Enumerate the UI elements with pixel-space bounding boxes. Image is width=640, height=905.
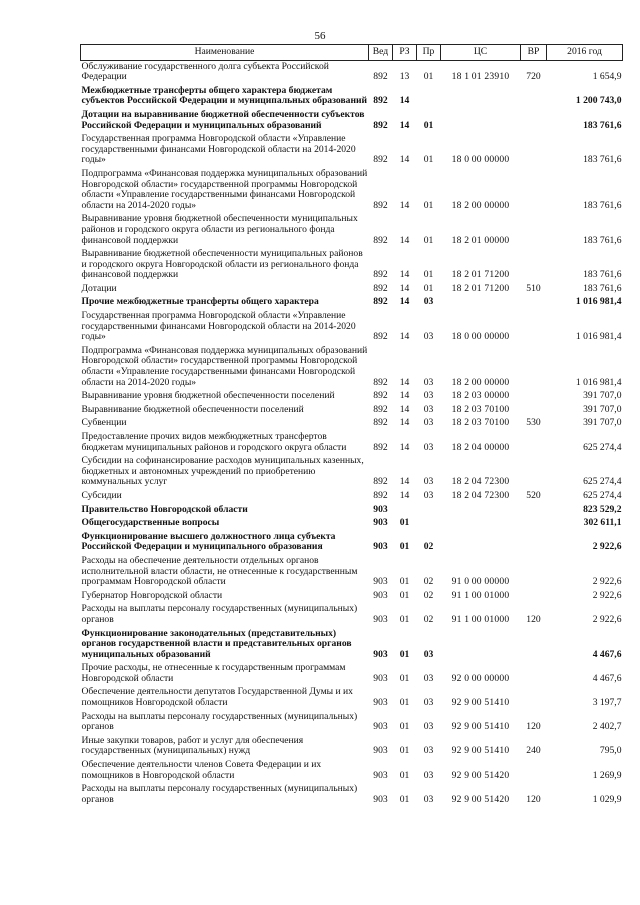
row-vr: 240	[526, 745, 541, 757]
row-name: Общегосударственные вопросы	[81, 517, 220, 529]
row-cs: 18 2 04 72300	[451, 476, 510, 488]
table-row	[81, 283, 623, 297]
row-cs	[441, 85, 521, 109]
row-pr	[417, 517, 441, 531]
row-pr: 03	[423, 745, 434, 757]
row-ved: 892	[373, 234, 388, 246]
row-ved: 892	[373, 119, 388, 131]
header-rz: РЗ	[393, 45, 417, 61]
table-row	[81, 603, 623, 627]
row-rz: 01	[399, 648, 410, 660]
row-sum: 183 761,6	[583, 119, 622, 131]
row-rz: 01	[399, 576, 410, 588]
row-pr: 03	[423, 331, 434, 343]
row-name: Субвенции	[81, 417, 127, 429]
row-ved: 892	[373, 296, 388, 308]
row-sum: 1 016 981,4	[575, 376, 622, 388]
row-cs: 91 1 00 01000	[451, 613, 510, 625]
row-sum: 2 402,7	[592, 721, 622, 733]
row-ved: 903	[373, 793, 388, 805]
row-vr	[521, 662, 547, 686]
table-row	[81, 168, 623, 213]
row-name: Обеспечение деятельности членов Совета Федерации и их помощников в Новгородской области	[81, 759, 322, 781]
row-cs: 18 2 01 71200	[451, 269, 510, 281]
row-rz: 14	[399, 95, 410, 107]
row-ved: 892	[373, 417, 388, 429]
row-vr: 120	[526, 721, 541, 733]
table-row	[81, 628, 623, 663]
header-pr: Пр	[417, 45, 441, 61]
row-pr: 01	[423, 199, 434, 211]
row-cs: 92 9 00 51420	[451, 793, 510, 805]
row-ved: 892	[373, 269, 388, 281]
row-vr: 120	[526, 613, 541, 625]
row-vr	[521, 109, 547, 133]
row-vr	[521, 85, 547, 109]
row-pr: 03	[423, 489, 434, 501]
row-sum: 183 761,6	[583, 269, 622, 281]
row-rz: 14	[399, 119, 410, 131]
row-sum: 1 016 981,4	[575, 296, 622, 308]
row-sum: 183 761,6	[583, 199, 622, 211]
table-row	[81, 345, 623, 390]
row-cs: 18 0 00 00000	[451, 331, 510, 343]
row-name: Прочие межбюджетные трансферты общего характера	[81, 296, 319, 308]
table-row	[81, 759, 623, 783]
row-vr	[521, 531, 547, 555]
row-ved: 892	[373, 71, 388, 83]
row-name: Расходы на выплаты персоналу государственных (муниципальных) органов	[81, 783, 358, 805]
row-rz: 01	[399, 793, 410, 805]
row-sum: 183 761,6	[583, 282, 622, 294]
row-pr: 01	[423, 269, 434, 281]
row-rz: 01	[399, 672, 410, 684]
row-cs: 92 9 00 51410	[451, 721, 510, 733]
row-pr: 03	[423, 376, 434, 388]
row-name: Предоставление прочих видов межбюджетных трансфертов бюджетам муниципальных районов и городского округа области	[81, 431, 347, 453]
row-name: Губернатор Новгородской области	[81, 589, 223, 601]
row-pr	[417, 504, 441, 518]
header-sum: 2016 год	[547, 45, 623, 61]
table-row	[81, 85, 623, 109]
row-rz: 01	[399, 541, 410, 553]
row-sum: 391 707,0	[583, 403, 622, 415]
row-name: Расходы на выплаты персоналу государственных (муниципальных) органов	[81, 710, 358, 733]
row-ved: 892	[373, 376, 388, 388]
row-sum: 2 922,6	[592, 576, 622, 588]
row-cs: 18 2 03 70100	[451, 403, 510, 415]
row-name: Дотации	[81, 282, 117, 294]
row-pr: 02	[423, 613, 434, 625]
row-ved: 903	[373, 576, 388, 588]
row-ved: 892	[373, 403, 388, 415]
row-cs: 18 2 04 72300	[451, 489, 510, 501]
row-name: Функционирование законодательных (представительных) органов государственной власти и представительных органов муниципальных образований	[81, 627, 352, 660]
table-header-row	[81, 45, 623, 61]
row-sum: 795,0	[599, 745, 622, 757]
row-cs	[441, 296, 521, 310]
row-vr: 520	[526, 489, 541, 501]
page-number: 56	[314, 30, 326, 42]
row-sum: 625 274,4	[583, 441, 622, 453]
table-row	[81, 686, 623, 710]
row-vr	[521, 310, 547, 345]
table-row	[81, 662, 623, 686]
row-pr: 01	[423, 282, 434, 294]
row-pr: 02	[423, 541, 434, 553]
table-row	[81, 517, 623, 531]
row-name: Функционирование высшего должностного лица субъекта Российской Федерации и муниципального образования	[81, 530, 336, 553]
row-name: Выравнивание бюджетной обеспеченности муниципальных районов и городского округа Новгородской области из регионального фонда финансовой поддержки	[81, 248, 363, 281]
row-cs: 92 9 00 51420	[451, 769, 510, 781]
row-name: Расходы на выплаты персоналу государственных (муниципальных) органов	[81, 603, 358, 625]
row-rz: 14	[399, 296, 410, 308]
row-name: Межбюджетные трансферты общего характера бюджетам субъектов Российской Федерации и муниципальных образований	[81, 84, 368, 107]
row-name: Выравнивание бюджетной обеспеченности поселений	[81, 403, 304, 415]
row-vr	[521, 504, 547, 518]
table-row	[81, 590, 623, 604]
row-pr: 01	[423, 71, 434, 83]
row-name: Подпрограмма «Финансовая поддержка муниципальных образований Новгородской области» государственной программы Новгородской области «Управление государственными финансами Новгородской области на 2014-2020 годы»	[81, 344, 368, 388]
table-row	[81, 109, 623, 133]
row-cs: 18 2 03 00000	[451, 390, 510, 402]
table-row	[81, 404, 623, 418]
table-row	[81, 310, 623, 345]
row-vr	[521, 517, 547, 531]
row-cs: 18 2 01 71200	[451, 282, 510, 294]
row-name: Подпрограмма «Финансовая поддержка муниципальных образований Новгородской области» государственной программы Новгородской области «Управление государственными финансами Новгородской области на 2014-2020 годы»	[81, 167, 368, 211]
row-name: Обеспечение деятельности депутатов Государственной Думы и их помощников Новгородской области	[81, 686, 353, 709]
row-sum: 1 269,9	[592, 769, 622, 781]
row-cs: 18 2 00 00000	[451, 199, 510, 211]
row-ved: 892	[373, 476, 388, 488]
row-pr: 01	[423, 119, 434, 131]
row-ved: 903	[373, 517, 388, 529]
row-ved: 903	[373, 697, 388, 709]
row-vr: 530	[526, 417, 541, 429]
row-cs	[441, 628, 521, 663]
table-row	[81, 504, 623, 518]
row-name: Государственная программа Новгородской области «Управление государственными финансами Новгородской области на 2014-2020 годы»	[81, 310, 356, 343]
table-row	[81, 783, 623, 807]
row-cs: 92 9 00 51410	[451, 697, 510, 709]
row-sum: 391 707,0	[583, 417, 622, 429]
row-cs: 92 9 00 51410	[451, 745, 510, 757]
row-vr: 510	[526, 282, 541, 294]
row-cs: 91 1 00 01000	[451, 589, 510, 601]
table-row	[81, 431, 623, 455]
row-sum: 625 274,4	[583, 489, 622, 501]
row-rz: 13	[399, 71, 410, 83]
row-rz: 01	[399, 745, 410, 757]
row-sum: 2 922,6	[592, 541, 622, 553]
row-rz: 01	[399, 769, 410, 781]
row-cs	[441, 504, 521, 518]
row-cs	[441, 531, 521, 555]
row-name: Выравнивание уровня бюджетной обеспеченности поселений	[81, 390, 335, 402]
row-name: Субсидии на софинансирование расходов муниципальных казенных, бюджетных и автономных учреждений по приобретению коммунальных услуг	[81, 455, 364, 488]
row-cs: 92 0 00 00000	[451, 672, 510, 684]
row-vr	[521, 213, 547, 248]
row-ved: 903	[373, 769, 388, 781]
row-pr: 03	[423, 721, 434, 733]
row-ved: 892	[373, 441, 388, 453]
header-ved: Вед	[369, 45, 393, 61]
row-vr	[521, 404, 547, 418]
row-rz: 01	[399, 721, 410, 733]
row-name: Обслуживание государственного долга субъекта Российской Федерации	[81, 60, 329, 83]
row-cs: 91 0 00 00000	[451, 576, 510, 588]
row-pr: 03	[423, 476, 434, 488]
row-rz: 01	[399, 517, 410, 529]
row-pr: 01	[423, 154, 434, 166]
row-sum: 625 274,4	[583, 476, 622, 488]
row-ved: 903	[373, 672, 388, 684]
row-rz: 14	[399, 417, 410, 429]
row-vr	[521, 759, 547, 783]
row-ved: 903	[373, 503, 388, 515]
table-body	[81, 60, 623, 807]
row-ved: 892	[373, 154, 388, 166]
table-row	[81, 133, 623, 168]
row-rz: 01	[399, 589, 410, 601]
row-pr: 03	[423, 417, 434, 429]
row-sum: 2 922,6	[592, 589, 622, 601]
row-pr: 03	[423, 390, 434, 402]
row-vr	[521, 248, 547, 283]
row-sum: 823 529,2	[583, 503, 622, 515]
row-pr	[417, 85, 441, 109]
header-vr: ВР	[521, 45, 547, 61]
row-name: Государственная программа Новгородской области «Управление государственными финансами Новгородской области на 2014-2020 годы»	[81, 133, 356, 166]
row-pr: 02	[423, 589, 434, 601]
row-name: Выравнивание уровня бюджетной обеспеченности муниципальных районов и городского округа области из регионального фонда финансовой поддержки	[81, 213, 358, 246]
row-rz: 14	[399, 390, 410, 402]
row-vr	[521, 345, 547, 390]
row-rz: 14	[399, 489, 410, 501]
table-row	[81, 490, 623, 504]
row-sum: 1 200 743,0	[575, 95, 622, 107]
row-vr	[521, 168, 547, 213]
row-cs: 18 1 01 23910	[451, 71, 510, 83]
row-cs: 18 2 00 00000	[451, 376, 510, 388]
row-rz: 14	[399, 441, 410, 453]
row-vr: 120	[526, 793, 541, 805]
row-vr	[521, 590, 547, 604]
table-row	[81, 390, 623, 404]
row-ved: 892	[373, 199, 388, 211]
table-row	[81, 248, 623, 283]
row-rz: 14	[399, 154, 410, 166]
row-rz: 14	[399, 282, 410, 294]
row-sum: 2 922,6	[592, 613, 622, 625]
row-ved: 892	[373, 95, 388, 107]
row-vr	[521, 628, 547, 663]
row-pr: 03	[423, 793, 434, 805]
row-pr: 03	[423, 769, 434, 781]
row-name: Субсидии	[81, 489, 122, 501]
row-vr	[521, 390, 547, 404]
row-vr	[521, 686, 547, 710]
row-ved: 903	[373, 589, 388, 601]
row-sum: 4 467,6	[592, 648, 622, 660]
row-pr: 03	[423, 296, 434, 308]
row-sum: 3 197,7	[592, 697, 622, 709]
row-rz: 14	[399, 234, 410, 246]
row-rz: 14	[399, 376, 410, 388]
row-cs: 18 2 04 00000	[451, 441, 510, 453]
budget-table	[80, 44, 623, 807]
row-vr	[521, 455, 547, 490]
row-rz: 14	[399, 331, 410, 343]
row-name: Правительство Новгородской области	[81, 503, 248, 515]
table-row	[81, 296, 623, 310]
row-ved: 892	[373, 489, 388, 501]
row-cs: 18 2 01 00000	[451, 234, 510, 246]
row-ved: 892	[373, 331, 388, 343]
table-row	[81, 735, 623, 759]
row-name: Расходы на обеспечение деятельности отдельных органов исполнительной власти области, не отнесенные к государственным программам Новгородской области	[81, 554, 358, 588]
row-vr	[521, 431, 547, 455]
table-row	[81, 417, 623, 431]
row-rz: 14	[399, 476, 410, 488]
row-sum: 1 016 981,4	[575, 331, 622, 343]
table-row	[81, 531, 623, 555]
row-name: Иные закупки товаров, работ и услуг для обеспечения государственных (муниципальных) нужд	[81, 734, 304, 757]
row-cs	[441, 517, 521, 531]
table-row	[81, 60, 623, 85]
row-vr: 720	[526, 71, 541, 83]
row-ved: 903	[373, 648, 388, 660]
row-sum: 4 467,6	[592, 672, 622, 684]
row-pr: 03	[423, 697, 434, 709]
table-row	[81, 555, 623, 590]
row-rz: 01	[399, 613, 410, 625]
row-rz: 14	[399, 403, 410, 415]
row-ved: 903	[373, 613, 388, 625]
row-rz: 14	[399, 269, 410, 281]
row-pr: 01	[423, 234, 434, 246]
row-vr	[521, 555, 547, 590]
row-vr	[521, 133, 547, 168]
row-ved: 892	[373, 282, 388, 294]
row-name: Прочие расходы, не отнесенные к государственным программам Новгородской области	[81, 662, 346, 684]
table-row	[81, 711, 623, 735]
row-sum: 183 761,6	[583, 154, 622, 166]
row-sum: 302 611,1	[583, 517, 622, 529]
row-cs	[441, 109, 521, 133]
header-cs: ЦС	[441, 45, 521, 61]
row-sum: 391 707,0	[583, 390, 622, 402]
row-sum: 1 029,9	[592, 793, 622, 805]
row-pr: 02	[423, 576, 434, 588]
row-rz: 01	[399, 697, 410, 709]
row-pr: 03	[423, 648, 434, 660]
row-pr: 03	[423, 672, 434, 684]
row-ved: 892	[373, 390, 388, 402]
row-rz: 14	[399, 199, 410, 211]
row-pr: 03	[423, 403, 434, 415]
row-ved: 903	[373, 745, 388, 757]
row-vr	[521, 296, 547, 310]
row-rz	[393, 504, 417, 518]
row-ved: 903	[373, 541, 388, 553]
row-sum: 1 654,9	[592, 71, 622, 83]
table-row	[81, 455, 623, 490]
row-sum: 183 761,6	[583, 234, 622, 246]
row-cs: 18 0 00 00000	[451, 154, 510, 166]
table-row	[81, 213, 623, 248]
row-name: Дотации на выравнивание бюджетной обеспеченности субъектов Российской Федерации и муниципальных образований	[81, 108, 365, 131]
row-cs: 18 2 03 70100	[451, 417, 510, 429]
row-pr: 03	[423, 441, 434, 453]
row-ved: 903	[373, 721, 388, 733]
header-name: Наименование	[81, 45, 369, 61]
